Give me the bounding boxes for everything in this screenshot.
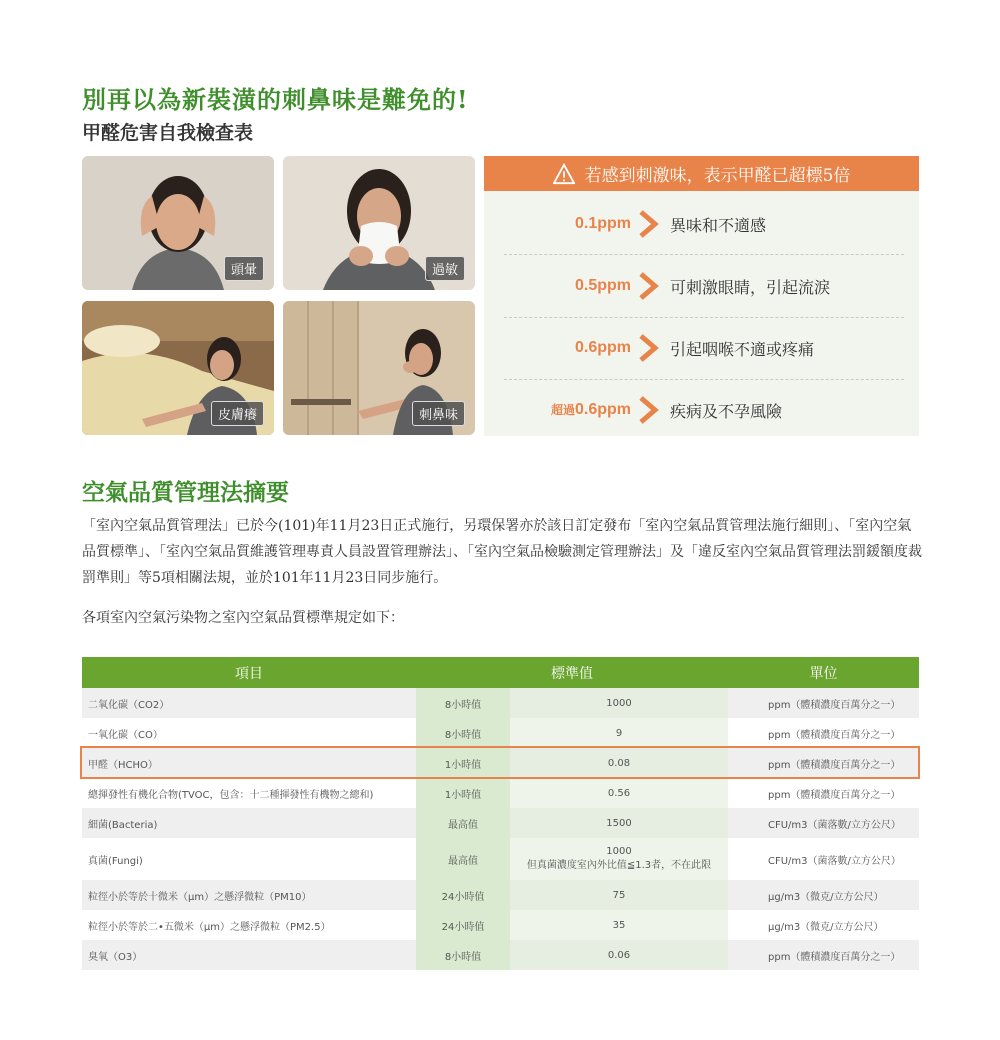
- cell-period: 最高值: [416, 838, 510, 880]
- cell-unit: ppm（體積濃度百萬分之一）: [728, 778, 919, 808]
- level-effect: 異味和不適感: [670, 215, 767, 235]
- cell-value: 0.56: [510, 778, 728, 808]
- cell-value: 0.06: [510, 940, 728, 970]
- cell-period: 最高值: [416, 808, 510, 838]
- level-effect: 可刺激眼睛，引起流淚: [670, 277, 831, 297]
- photo-label: 刺鼻味: [412, 401, 465, 426]
- chevron-right-icon: [634, 210, 662, 238]
- table-row: [82, 778, 919, 808]
- table-row: [82, 688, 919, 718]
- air-quality-standards-table: [82, 657, 919, 970]
- level-effect: 疾病及不孕風險: [670, 401, 783, 421]
- level-effect: 引起咽喉不適或疼痛: [670, 339, 815, 359]
- level-row: [484, 209, 919, 239]
- cell-item: 細菌(Bacteria): [82, 808, 416, 838]
- cell-item: 粒徑小於等於十微米（μm）之懸浮微粒（PM10）: [82, 880, 416, 910]
- photo-label: 過敏: [425, 256, 465, 281]
- cell-unit: ppm（體積濃度百萬分之一）: [728, 748, 919, 778]
- cell-period: 1小時值: [416, 748, 510, 778]
- level-row: [484, 333, 919, 363]
- photo-headache: [82, 156, 274, 290]
- warning-icon: [553, 163, 575, 185]
- cell-period: 24小時值: [416, 880, 510, 910]
- warning-panel-title: 若感到刺激味，表示甲醛已超標5倍: [584, 166, 851, 186]
- section-paragraph: 「室內空氣品質管理法」已於今(101)年11月23日正式施行，另環保署亦於該日訂定發布「室內空氣品質管理法施行細則」、「室內空氣品質標準」、「室內空氣品質維護管理專責人員設置管理辦法」、「室內空氣品檢驗測定管理辦法」及「違反室內空氣品質管理法罰鍰額度裁罰準則」等5項相關法規，並於101年11月23日同步施行。: [82, 518, 922, 586]
- divider: [504, 254, 904, 255]
- cell-period: 24小時值: [416, 910, 510, 940]
- header-item: 項目: [82, 657, 416, 688]
- chevron-right-icon: [634, 396, 662, 424]
- page-subtitle: 甲醛危害自我檢查表: [82, 122, 254, 144]
- cell-unit: ppm（體積濃度百萬分之一）: [728, 940, 919, 970]
- cell-item: 真菌(Fungi): [82, 838, 416, 880]
- cell-value: 0.08: [510, 748, 728, 778]
- table-row: [82, 838, 919, 880]
- divider: [504, 317, 904, 318]
- cell-value: 9: [510, 718, 728, 748]
- table-row: [82, 808, 919, 838]
- photo-itchy-skin: [82, 301, 274, 435]
- table-row: [82, 718, 919, 748]
- cell-value: 1500: [510, 808, 728, 838]
- chevron-right-icon: [634, 334, 662, 362]
- level-value: 0.1ppm: [574, 215, 631, 232]
- cell-unit: CFU/m3（菌落數/立方公尺）: [728, 838, 919, 880]
- table-row: [82, 880, 919, 910]
- photo-allergy: [283, 156, 475, 290]
- cell-unit: ppm（體積濃度百萬分之一）: [728, 688, 919, 718]
- table-row: [82, 910, 919, 940]
- table-header-row: [82, 657, 919, 688]
- cell-unit: ppm（體積濃度百萬分之一）: [728, 718, 919, 748]
- header-standard: 標準值: [416, 657, 728, 688]
- cell-item: 臭氧（O3）: [82, 940, 416, 970]
- cell-period: 8小時值: [416, 688, 510, 718]
- cell-period: 1小時值: [416, 778, 510, 808]
- level-value: 超過0.6ppm: [550, 401, 631, 418]
- header-unit: 單位: [728, 657, 919, 688]
- level-row: [484, 395, 919, 425]
- cell-item: 總揮發性有機化合物(TVOC，包含：十二種揮發性有機物之總和): [82, 778, 416, 808]
- cell-value-main: 1000: [606, 846, 632, 857]
- level-row: [484, 271, 919, 301]
- cell-value: 35: [510, 910, 728, 940]
- level-value: 0.6ppm: [574, 339, 631, 356]
- warning-panel: [484, 156, 919, 436]
- warning-panel-header: [484, 156, 919, 191]
- cell-unit: CFU/m3（菌落數/立方公尺）: [728, 808, 919, 838]
- cell-value-note: 但真菌濃度室內外比值≦1.3者，不在此限: [526, 860, 712, 871]
- section-title: 空氣品質管理法摘要: [82, 479, 289, 506]
- page-title: 別再以為新裝潢的刺鼻味是難免的!: [82, 85, 469, 114]
- cell-item: 一氧化碳（CO）: [82, 718, 416, 748]
- photo-label: 皮膚癢: [211, 401, 264, 426]
- photo-label: 頭暈: [224, 256, 264, 281]
- cell-item: 二氧化碳（CO2）: [82, 688, 416, 718]
- cell-item: 甲醛（HCHO）: [82, 748, 416, 778]
- level-value: 0.5ppm: [574, 277, 631, 294]
- divider: [504, 379, 904, 380]
- cell-period: 8小時值: [416, 718, 510, 748]
- cell-unit: μg/m3（微克/立方公尺）: [728, 880, 919, 910]
- cell-value: 1000: [510, 688, 728, 718]
- photo-pungent-smell: [283, 301, 475, 435]
- cell-item: 粒徑小於等於二•五微米（μm）之懸浮微粒（PM2.5）: [82, 910, 416, 940]
- section-intro: 各項室內空氣污染物之室內空氣品質標準規定如下：: [82, 610, 404, 626]
- chevron-right-icon: [634, 272, 662, 300]
- cell-value: [510, 838, 728, 880]
- cell-unit: μg/m3（微克/立方公尺）: [728, 910, 919, 940]
- table-row: [82, 940, 919, 970]
- cell-value: 75: [510, 880, 728, 910]
- table-row-highlighted: [82, 748, 919, 778]
- cell-period: 8小時值: [416, 940, 510, 970]
